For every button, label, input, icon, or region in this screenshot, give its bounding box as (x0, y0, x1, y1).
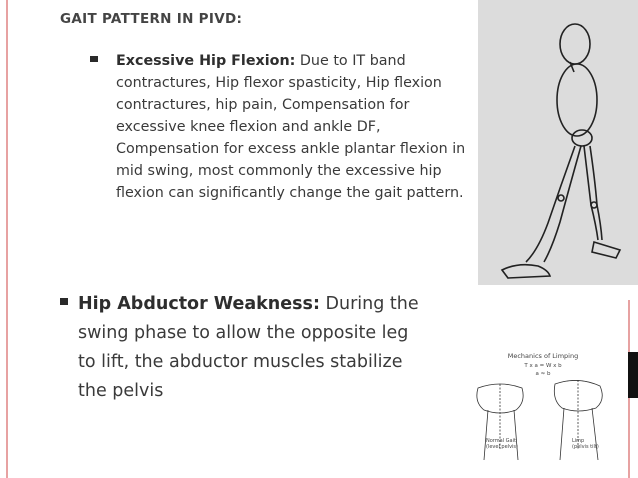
figure-title: Mechanics of Limping (507, 352, 579, 360)
figure-formula: a ≈ b (535, 371, 551, 377)
figure-edge-block (628, 352, 638, 398)
bullet-hip-abductor-weakness (78, 290, 428, 406)
bullet-term: Excessive Hip Flexion: (116, 53, 296, 69)
bullet-marker (60, 298, 68, 305)
figure-caption: Limp (572, 438, 585, 444)
figure-formula: T x a = W x b (524, 363, 562, 369)
left-accent-rule (6, 0, 8, 478)
figure-subcaption: (pelvis tilt) (572, 444, 599, 450)
mechanics-of-limping-figure (460, 350, 626, 478)
bullet-text: Due to IT band contractures, Hip flexor spasticity, Hip flexion contractures, hip pain, Compensation for excessive knee flexion and ankle DF, Compensation for excess ankle plantar flexion in mid swing, most commonly the excessive hip flexion can significantly change the gait pattern. (116, 53, 466, 201)
gait-skeleton-figure (478, 0, 638, 285)
bullet-text: During the swing phase to allow the opposite leg to lift, the abductor muscles stabilize the pelvis (78, 294, 419, 401)
figure-caption: Normal Gait (486, 438, 516, 444)
bullet-term: Hip Abductor Weakness: (78, 294, 320, 314)
bullet-excessive-hip-flexion (116, 50, 466, 204)
bullet-marker (90, 56, 98, 62)
slide-heading: GAIT PATTERN IN PIVD: (60, 11, 243, 27)
figure-subcaption: (level pelvis) (486, 444, 518, 450)
